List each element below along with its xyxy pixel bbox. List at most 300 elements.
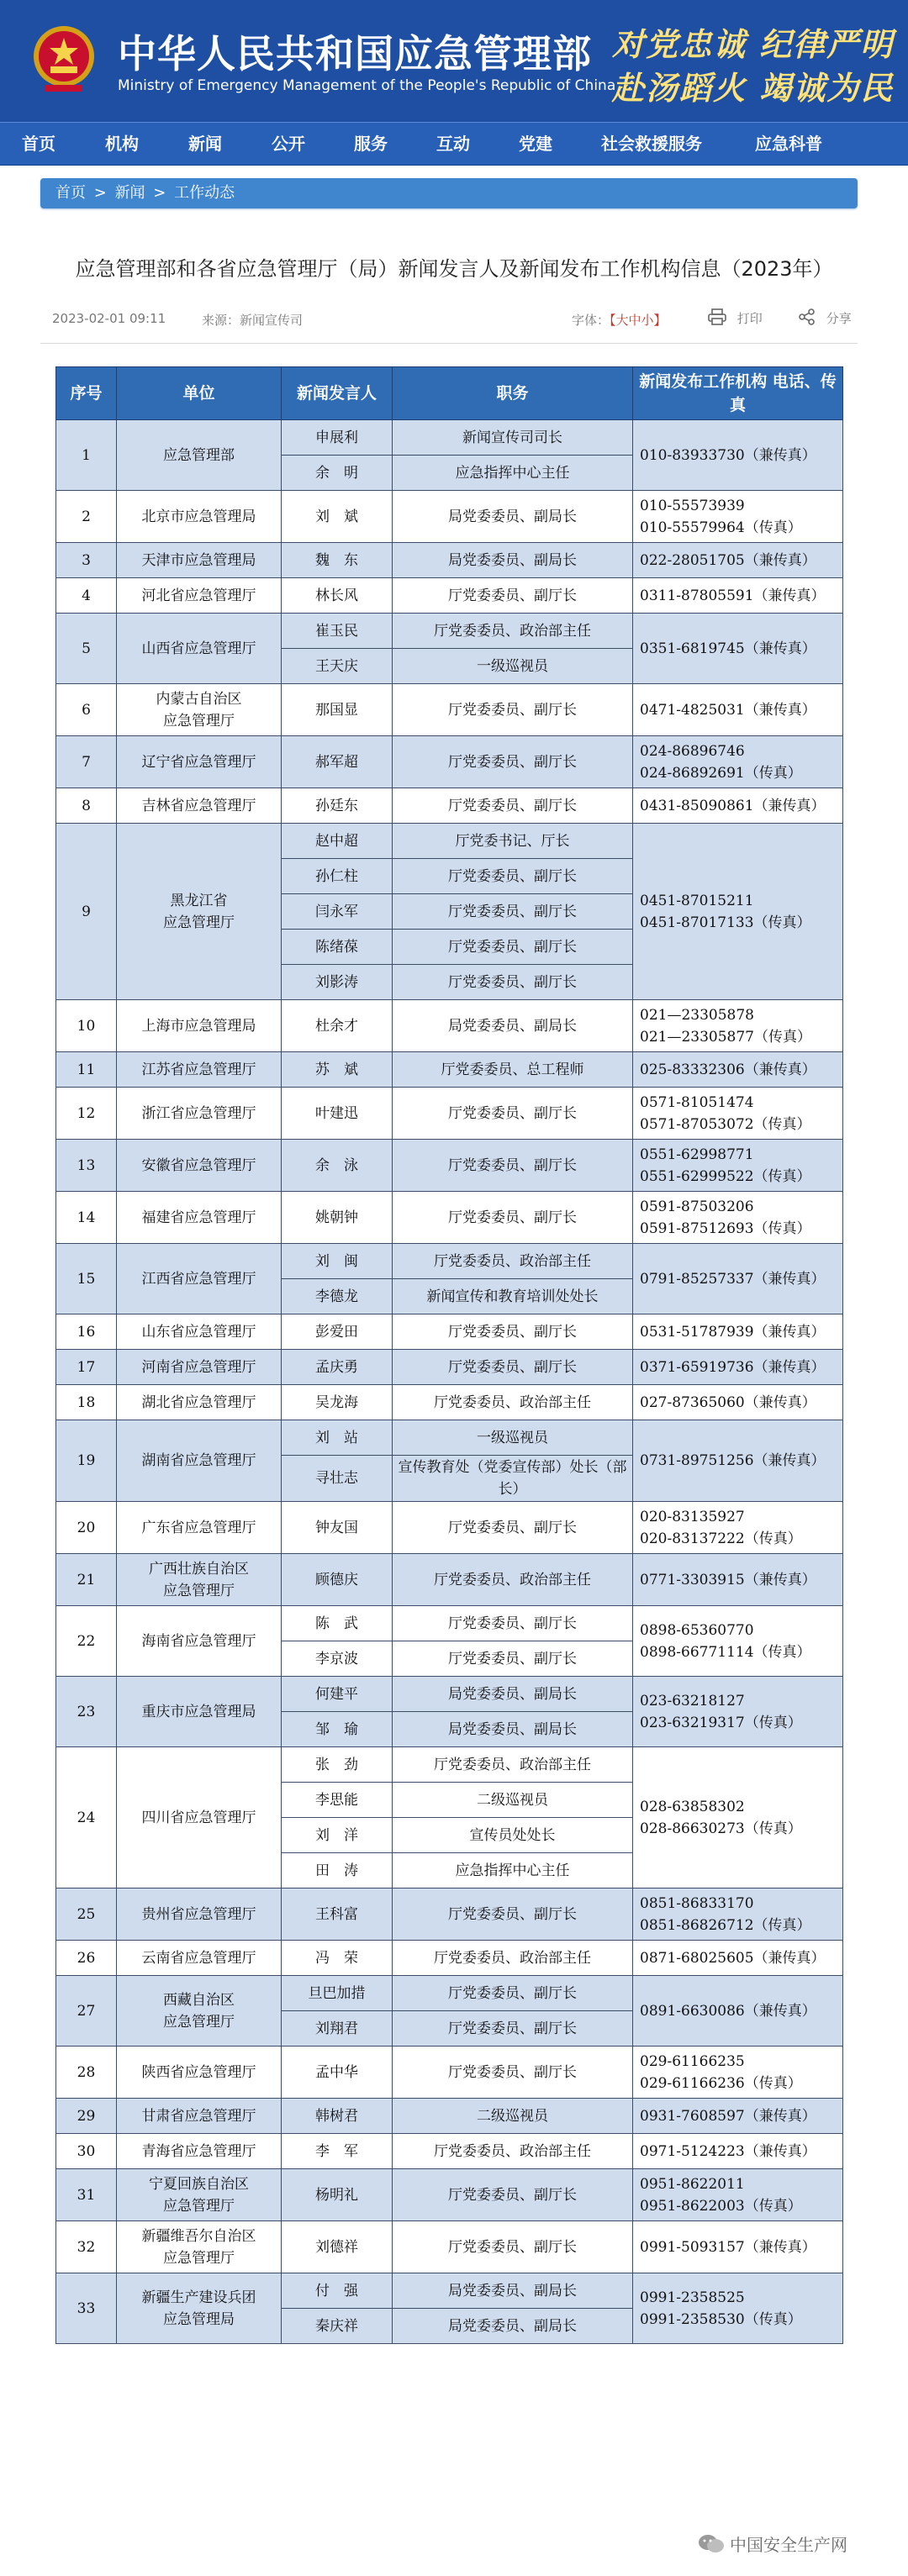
phone-line: 0311-87805591（兼传真）	[640, 587, 826, 604]
unit-name-line: 贵州省应急管理厅	[141, 1905, 256, 1923]
contact-phone	[633, 1677, 843, 1747]
breadcrumb-separator: >	[153, 184, 166, 202]
phone-line: 0571-87053072（传真）	[640, 1115, 811, 1133]
col-header-unit: 单位	[117, 367, 282, 420]
unit-name-line: 四川省应急管理厅	[141, 1809, 256, 1826]
unit-name-line: 云南省应急管理厅	[141, 1949, 256, 1967]
breadcrumb-news[interactable]: 新闻	[114, 184, 145, 202]
table-row	[56, 1889, 843, 1941]
unit-name	[117, 1606, 282, 1677]
row-number: 6	[56, 684, 117, 736]
unit-name	[117, 2169, 282, 2221]
nav-party[interactable]: 党建	[519, 134, 552, 154]
contact-phone	[633, 1000, 843, 1052]
phone-line: 029-61166236（传真）	[640, 2074, 802, 2092]
spokesperson-name: 田 涛	[282, 1853, 393, 1889]
row-number: 8	[56, 788, 117, 824]
unit-name-line: 吉林省应急管理厅	[141, 797, 256, 814]
unit-name	[117, 543, 282, 578]
nav-service[interactable]: 服务	[354, 134, 388, 154]
spokesperson-position: 局党委委员、副局长	[393, 1677, 633, 1712]
table-row	[56, 1606, 843, 1641]
spokesperson-position: 厅党委书记、厅长	[393, 824, 633, 859]
unit-name	[117, 1502, 282, 1554]
nav-science[interactable]: 应急科普	[755, 134, 822, 154]
phone-line: 024-86892691（传真）	[640, 764, 802, 782]
phone-line: 028-86630273（传真）	[640, 1820, 802, 1837]
contact-phone	[633, 491, 843, 543]
spokesperson-position: 二级巡视员	[393, 2099, 633, 2134]
phone-line: 0371-65919736（兼传真）	[640, 1358, 826, 1376]
contact-phone	[633, 684, 843, 736]
contact-phone	[633, 1941, 843, 1976]
spokesperson-name: 王科富	[282, 1889, 393, 1941]
breadcrumb	[40, 178, 858, 208]
row-number: 3	[56, 543, 117, 578]
phone-line: 029-61166235	[640, 2052, 745, 2070]
phone-line: 023-63219317（传真）	[640, 1714, 802, 1731]
spokesperson-name: 刘翔君	[282, 2011, 393, 2047]
contact-phone	[633, 2134, 843, 2169]
unit-name-line: 新疆维吾尔自治区	[141, 2227, 256, 2245]
row-number: 33	[56, 2273, 117, 2344]
contact-phone	[633, 2047, 843, 2099]
spokesperson-position: 厅党委委员、副厅长	[393, 578, 633, 614]
source-watermark	[698, 2531, 847, 2559]
phone-line: 0871-68025605（兼传真）	[640, 1949, 826, 1967]
table-row	[56, 1420, 843, 1456]
phone-line: 0971-5124223（兼传真）	[640, 2142, 816, 2160]
unit-name	[117, 1420, 282, 1502]
row-number: 32	[56, 2221, 117, 2273]
spokesperson-position: 厅党委委员、副厅长	[393, 1889, 633, 1941]
unit-name-line: 应急管理厅	[163, 2197, 235, 2215]
phone-line: 0531-51787939（兼传真）	[640, 1323, 826, 1341]
spokesperson-position: 厅党委委员、副厅长	[393, 859, 633, 894]
table-row	[56, 2134, 843, 2169]
spokesperson-position: 厅党委委员、副厅长	[393, 1192, 633, 1244]
unit-name	[117, 1747, 282, 1889]
spokesperson-name: 孙仁柱	[282, 859, 393, 894]
unit-name	[117, 2221, 282, 2273]
spokesperson-name: 魏 东	[282, 543, 393, 578]
unit-name-line: 应急管理厅	[163, 712, 235, 730]
unit-name-line: 湖南省应急管理厅	[141, 1452, 256, 1469]
contact-phone	[633, 1314, 843, 1350]
spokesperson-name: 顾德庆	[282, 1554, 393, 1606]
unit-name	[117, 824, 282, 1000]
spokesperson-name: 叶建迅	[282, 1088, 393, 1140]
unit-name	[117, 1244, 282, 1314]
row-number: 26	[56, 1941, 117, 1976]
spokesperson-position: 局党委委员、副局长	[393, 2309, 633, 2344]
spokesperson-position: 厅党委委员、政治部主任	[393, 2134, 633, 2169]
spokesperson-name: 崔玉民	[282, 614, 393, 649]
contact-phone	[633, 736, 843, 788]
table-row	[56, 684, 843, 736]
slogan-line-2: 赴汤蹈火 竭诚为民	[612, 69, 895, 107]
share-button[interactable]	[799, 308, 852, 329]
contact-phone	[633, 1747, 843, 1889]
contact-phone	[633, 2099, 843, 2134]
row-number: 13	[56, 1140, 117, 1192]
unit-name	[117, 684, 282, 736]
spokesperson-name: 冯 荣	[282, 1941, 393, 1976]
spokesperson-name: 王天庆	[282, 649, 393, 684]
nav-organization[interactable]: 机构	[105, 134, 139, 154]
unit-name-line: 甘肃省应急管理厅	[141, 2107, 256, 2125]
spokesperson-position: 新闻宣传和教育培训处处长	[393, 1279, 633, 1314]
unit-name	[117, 2134, 282, 2169]
unit-name-line: 安徽省应急管理厅	[141, 1156, 256, 1174]
spokesperson-position: 厅党委委员、副厅长	[393, 930, 633, 965]
contact-phone	[633, 788, 843, 824]
spokesperson-position: 厅党委委员、副厅长	[393, 788, 633, 824]
phone-line: 0771-3303915（兼传真）	[640, 1571, 816, 1588]
spokesperson-name: 姚朝钟	[282, 1192, 393, 1244]
unit-name	[117, 491, 282, 543]
spokesperson-name: 刘德祥	[282, 2221, 393, 2273]
col-header-no: 序号	[56, 367, 117, 420]
unit-name-line: 宁夏回族自治区	[149, 2175, 249, 2193]
spokesperson-position: 局党委委员、副局长	[393, 543, 633, 578]
breadcrumb-work-updates[interactable]: 工作动态	[174, 184, 235, 202]
row-number: 31	[56, 2169, 117, 2221]
phone-line: 0731-89751256（兼传真）	[640, 1452, 826, 1469]
unit-name-line: 应急管理厅	[163, 2249, 235, 2267]
contact-phone	[633, 1502, 843, 1554]
spokesperson-position: 厅党委委员、副厅长	[393, 1606, 633, 1641]
unit-name	[117, 1314, 282, 1350]
unit-name-line: 江苏省应急管理厅	[141, 1061, 256, 1078]
unit-name	[117, 1677, 282, 1747]
table-row	[56, 1244, 843, 1279]
phone-line: 028-63858302	[640, 1798, 745, 1815]
spokesperson-position: 厅党委委员、政治部主任	[393, 1554, 633, 1606]
contact-phone	[633, 420, 843, 491]
nav-public[interactable]: 公开	[272, 134, 305, 154]
row-number: 25	[56, 1889, 117, 1941]
table-row	[56, 2099, 843, 2134]
spokesperson-position: 宣传员处处长	[393, 1818, 633, 1853]
row-number: 16	[56, 1314, 117, 1350]
spokesperson-position: 宣传教育处（党委宣传部）处长（部长）	[393, 1456, 633, 1502]
share-label: 分享	[826, 310, 852, 326]
unit-name	[117, 1976, 282, 2047]
print-button[interactable]	[708, 308, 763, 329]
unit-name	[117, 1052, 282, 1088]
spokesperson-name: 陈 武	[282, 1606, 393, 1641]
row-number: 22	[56, 1606, 117, 1677]
unit-name	[117, 614, 282, 684]
unit-name	[117, 1192, 282, 1244]
spokesperson-position: 厅党委委员、政治部主任	[393, 1747, 633, 1783]
spokesperson-position: 厅党委委员、副厅长	[393, 1314, 633, 1350]
contact-phone	[633, 543, 843, 578]
spokesperson-position: 厅党委委员、副厅长	[393, 684, 633, 736]
spokesperson-position: 厅党委委员、副厅长	[393, 2047, 633, 2099]
row-number: 19	[56, 1420, 117, 1502]
watermark-text: 中国安全生产网	[730, 2535, 847, 2555]
spokesperson-position: 厅党委委员、副厅长	[393, 736, 633, 788]
table-row	[56, 788, 843, 824]
table-row	[56, 1350, 843, 1385]
font-size-label: 字体：	[572, 313, 610, 328]
unit-name-line: 湖北省应急管理厅	[141, 1393, 256, 1411]
phone-line: 0551-62999522（传真）	[640, 1167, 811, 1185]
spokesperson-name: 闫永军	[282, 894, 393, 930]
spokesperson-position: 应急指挥中心主任	[393, 1853, 633, 1889]
unit-name-line: 西藏自治区	[163, 1991, 235, 2009]
spokesperson-position: 厅党委委员、政治部主任	[393, 1244, 633, 1279]
spokesperson-position: 厅党委委员、副厅长	[393, 1350, 633, 1385]
row-number: 1	[56, 420, 117, 491]
row-number: 18	[56, 1385, 117, 1420]
spokesperson-name: 林长风	[282, 578, 393, 614]
table-row	[56, 1385, 843, 1420]
phone-line: 0991-2358530（传真）	[640, 2310, 802, 2328]
unit-name-line: 应急管理厅	[163, 2013, 235, 2031]
unit-name-line: 河南省应急管理厅	[141, 1358, 256, 1376]
contact-phone	[633, 2221, 843, 2273]
printer-icon	[708, 308, 726, 329]
spokesperson-name: 李京波	[282, 1641, 393, 1677]
table-row	[56, 1140, 843, 1192]
unit-name-line: 河北省应急管理厅	[141, 587, 256, 604]
phone-line: 020-83135927	[640, 1508, 745, 1525]
unit-name	[117, 1140, 282, 1192]
spokesperson-name: 赵中超	[282, 824, 393, 859]
row-number: 2	[56, 491, 117, 543]
unit-name	[117, 1000, 282, 1052]
phone-line: 0991-5093157（兼传真）	[640, 2238, 816, 2256]
spokesperson-name: 彭爱田	[282, 1314, 393, 1350]
unit-name-line: 重庆市应急管理局	[141, 1703, 256, 1720]
unit-name-line: 天津市应急管理局	[141, 551, 256, 569]
col-header-contact: 新闻发布工作机构 电话、传真	[633, 367, 843, 420]
unit-name-line: 浙江省应急管理厅	[141, 1104, 256, 1122]
table-row	[56, 1976, 843, 2011]
spokesperson-name: 秦庆祥	[282, 2309, 393, 2344]
breadcrumb-separator: >	[93, 184, 107, 202]
phone-line: 0898-66771114（传真）	[640, 1643, 811, 1661]
row-number: 5	[56, 614, 117, 684]
phone-line: 0891-6630086（兼传真）	[640, 2002, 816, 2020]
contact-phone	[633, 1889, 843, 1941]
unit-name-line: 辽宁省应急管理厅	[141, 753, 256, 771]
spokesperson-name: 邹 瑜	[282, 1712, 393, 1747]
article-source: 来源：新闻宣传司	[202, 313, 304, 328]
contact-phone	[633, 2273, 843, 2344]
font-size-options[interactable]: 【大中小】	[610, 313, 667, 328]
row-number: 20	[56, 1502, 117, 1554]
font-size-control	[572, 311, 667, 329]
table-row	[56, 543, 843, 578]
row-number: 11	[56, 1052, 117, 1088]
spokesperson-name: 郝军超	[282, 736, 393, 788]
phone-line: 027-87365060（兼传真）	[640, 1393, 816, 1411]
row-number: 4	[56, 578, 117, 614]
spokesperson-position: 厅党委委员、副厅长	[393, 1976, 633, 2011]
row-number: 10	[56, 1000, 117, 1052]
col-header-spokesperson: 新闻发言人	[282, 367, 393, 420]
phone-line: 0898-65360770	[640, 1621, 754, 1639]
spokesperson-position: 应急指挥中心主任	[393, 456, 633, 491]
table-row	[56, 1192, 843, 1244]
phone-line: 021—23305878	[640, 1006, 754, 1024]
table-header-row	[56, 367, 843, 420]
unit-name-line: 江西省应急管理厅	[141, 1270, 256, 1288]
table-row	[56, 491, 843, 543]
phone-line: 023-63218127	[640, 1692, 745, 1709]
spokesperson-name: 苏 斌	[282, 1052, 393, 1088]
article-title: 应急管理部和各省应急管理厅（局）新闻发言人及新闻发布工作机构信息（2023年）	[75, 257, 833, 281]
phone-line: 010-55573939	[640, 497, 745, 514]
spokesperson-position: 厅党委委员、副厅长	[393, 2169, 633, 2221]
table-row	[56, 1747, 843, 1783]
row-number: 9	[56, 824, 117, 1000]
phone-line: 0431-85090861（兼传真）	[640, 797, 826, 814]
row-number: 15	[56, 1244, 117, 1314]
unit-name-line: 应急管理部	[163, 446, 235, 464]
contact-phone	[633, 578, 843, 614]
spokesperson-name: 孟中华	[282, 2047, 393, 2099]
unit-name-line: 内蒙古自治区	[156, 690, 242, 708]
spokesperson-position: 二级巡视员	[393, 1783, 633, 1818]
spokesperson-name: 杨明礼	[282, 2169, 393, 2221]
row-number: 27	[56, 1976, 117, 2047]
site-title[interactable]: 中华人民共和国应急管理部	[118, 31, 592, 76]
spokesperson-name: 李思能	[282, 1783, 393, 1818]
unit-name	[117, 578, 282, 614]
table-row	[56, 1502, 843, 1554]
unit-name-line: 上海市应急管理局	[141, 1017, 256, 1035]
unit-name-line: 海南省应急管理厅	[141, 1632, 256, 1650]
table-row	[56, 614, 843, 649]
spokesperson-name: 李德龙	[282, 1279, 393, 1314]
spokesperson-position: 厅党委委员、政治部主任	[393, 1385, 633, 1420]
divider	[40, 343, 858, 344]
spokesperson-name: 余 泳	[282, 1140, 393, 1192]
col-header-position: 职务	[393, 367, 633, 420]
contact-phone	[633, 1976, 843, 2047]
site-header	[0, 0, 908, 122]
phone-line: 010-55579964（传真）	[640, 519, 802, 536]
phone-line: 0851-86833170	[640, 1894, 754, 1912]
table-row	[56, 2273, 843, 2309]
table-row	[56, 1554, 843, 1606]
spokesperson-name: 吴龙海	[282, 1385, 393, 1420]
table-row	[56, 1000, 843, 1052]
spokesperson-name: 李 军	[282, 2134, 393, 2169]
nav-rescue-service[interactable]: 社会救援服务	[601, 134, 702, 154]
spokesperson-name: 那国显	[282, 684, 393, 736]
phone-line: 010-83933730（兼传真）	[640, 446, 816, 464]
phone-line: 0951-8622003（传真）	[640, 2197, 802, 2215]
phone-line: 0951-8622011	[640, 2175, 745, 2193]
contact-phone	[633, 1350, 843, 1385]
spokesperson-position: 厅党委委员、副厅长	[393, 1088, 633, 1140]
spokesperson-name: 何建平	[282, 1677, 393, 1712]
row-number: 14	[56, 1192, 117, 1244]
spokesperson-name: 刘 站	[282, 1420, 393, 1456]
spokesperson-position: 厅党委委员、政治部主任	[393, 614, 633, 649]
spokesperson-name: 张 劲	[282, 1747, 393, 1783]
phone-line: 0591-87512693（传真）	[640, 1220, 811, 1237]
unit-name	[117, 2047, 282, 2099]
site-subtitle: Ministry of Emergency Management of the People's Republic of China	[118, 77, 616, 94]
contact-phone	[633, 824, 843, 1000]
spokesperson-position: 厅党委委员、政治部主任	[393, 1941, 633, 1976]
nav-home[interactable]: 首页	[22, 134, 55, 154]
share-icon	[799, 308, 816, 329]
unit-name-line: 应急管理局	[163, 2310, 235, 2328]
spokesperson-name: 韩树君	[282, 2099, 393, 2134]
unit-name	[117, 2099, 282, 2134]
phone-line: 021—23305877（传真）	[640, 1028, 811, 1046]
unit-name	[117, 1350, 282, 1385]
spokesperson-table	[55, 366, 843, 2344]
unit-name-line: 山西省应急管理厅	[141, 640, 256, 657]
unit-name	[117, 736, 282, 788]
contact-phone	[633, 1554, 843, 1606]
spokesperson-position: 厅党委委员、副厅长	[393, 894, 633, 930]
unit-name-line: 应急管理厅	[163, 1582, 235, 1599]
phone-line: 0471-4825031（兼传真）	[640, 701, 816, 719]
spokesperson-name: 付 强	[282, 2273, 393, 2309]
unit-name-line: 广东省应急管理厅	[141, 1519, 256, 1536]
row-number: 28	[56, 2047, 117, 2099]
phone-line: 0791-85257337（兼传真）	[640, 1270, 826, 1288]
row-number: 17	[56, 1350, 117, 1385]
row-number: 24	[56, 1747, 117, 1889]
unit-name	[117, 2273, 282, 2344]
nav-news[interactable]: 新闻	[188, 134, 222, 154]
spokesperson-position: 局党委委员、副局长	[393, 491, 633, 543]
contact-phone	[633, 2169, 843, 2221]
contact-phone	[633, 1052, 843, 1088]
table-row	[56, 578, 843, 614]
nav-interaction[interactable]: 互动	[436, 134, 470, 154]
spokesperson-position: 新闻宣传司司长	[393, 420, 633, 456]
spokesperson-position: 厅党委委员、副厅长	[393, 2221, 633, 2273]
spokesperson-position: 一级巡视员	[393, 649, 633, 684]
spokesperson-position: 厅党委委员、副厅长	[393, 1502, 633, 1554]
unit-name-line: 山东省应急管理厅	[141, 1323, 256, 1341]
spokesperson-position: 厅党委委员、总工程师	[393, 1052, 633, 1088]
row-number: 7	[56, 736, 117, 788]
spokesperson-name: 旦巴加措	[282, 1976, 393, 2011]
phone-line: 0351-6819745（兼传真）	[640, 640, 816, 657]
spokesperson-name: 余 明	[282, 456, 393, 491]
unit-name-line: 应急管理厅	[163, 914, 235, 931]
unit-name	[117, 420, 282, 491]
national-emblem-icon[interactable]	[30, 21, 98, 97]
row-number: 30	[56, 2134, 117, 2169]
spokesperson-name: 杜余才	[282, 1000, 393, 1052]
spokesperson-name: 刘影涛	[282, 965, 393, 1000]
row-number: 12	[56, 1088, 117, 1140]
contact-phone	[633, 1606, 843, 1677]
unit-name	[117, 1385, 282, 1420]
spokesperson-position: 厅党委委员、副厅长	[393, 1140, 633, 1192]
breadcrumb-home[interactable]: 首页	[55, 184, 86, 202]
print-label: 打印	[736, 310, 763, 326]
unit-name	[117, 1941, 282, 1976]
table-row	[56, 420, 843, 456]
slogan-line-1: 对党忠诚 纪律严明	[612, 25, 895, 63]
spokesperson-position: 厅党委委员、副厅长	[393, 1641, 633, 1677]
